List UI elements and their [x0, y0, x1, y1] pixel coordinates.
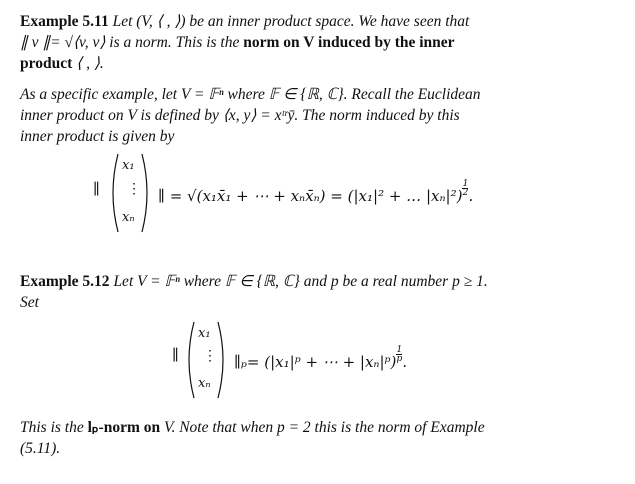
text-line: As a specific example, let V = 𝔽ⁿ where 𝔽 ∈ {ℝ, ℂ}. Recall the Euclidean: [20, 86, 481, 103]
example-5-11-line-1: [20, 11, 580, 32]
text-line: inner product on V is defined by ⟨x, y⟩ = xᵗʳȳ. The norm induced by this: [20, 107, 460, 124]
norm-open: ∥: [172, 346, 179, 364]
exponent-numerator: 1: [462, 179, 469, 189]
equation-norm-euclidean: [158, 180, 473, 205]
equation-lp-norm: [234, 346, 407, 371]
vector-dots: ⋮: [203, 348, 217, 364]
example-5-12-line-2: Set: [20, 294, 39, 311]
example-5-11-line-2: [20, 32, 580, 53]
bold-term: norm on V induced by the inner: [243, 34, 455, 51]
equation-rhs: ∥ₚ= (|x₁|ᵖ + ⋯ + |xₙ|ᵖ): [234, 353, 397, 371]
text: ⟨ , ⟩.: [72, 55, 104, 72]
period: .: [402, 353, 408, 371]
vector-entry-top: x₁: [198, 326, 211, 341]
equation-rhs: ∥ = √(x₁x̄₁ + ⋯ + xₙx̄ₙ) = (|x₁|² + … |xₙ|²): [158, 187, 463, 205]
text-line: [20, 417, 580, 438]
period: .: [468, 187, 474, 205]
example-5-11-line-3: [20, 53, 580, 74]
bold-term: product: [20, 55, 73, 72]
column-vector: [108, 152, 152, 234]
vector-entry-bottom: xₙ: [198, 376, 211, 391]
paragraph-specific-example: [20, 84, 580, 147]
text: ∥ v ∥= √⟨v, v⟩ is a norm. This is the: [20, 34, 244, 51]
exponent-numerator: 1: [396, 345, 403, 355]
text-line: (5.11).: [20, 440, 61, 457]
vector-dots: ⋮: [127, 181, 141, 197]
vector-entry-bottom: xₙ: [122, 210, 135, 225]
exponent-denominator: p: [396, 354, 403, 364]
exponent-denominator: 2: [462, 188, 469, 198]
text: Let (V, ⟨ , ⟩) be an inner product space. We have seen that: [112, 13, 470, 30]
example-5-11: [20, 11, 580, 74]
text: This is the: [20, 419, 88, 436]
text: Let V = 𝔽ⁿ where 𝔽 ∈ {ℝ, ℂ} and p be a real number p ≥ 1.: [113, 273, 488, 290]
paragraph-lp-norm: [20, 417, 580, 459]
example-5-12: [20, 271, 580, 313]
text-line: inner product is given by: [20, 128, 175, 145]
text: V. Note that when p = 2 this is the norm of Example: [160, 419, 485, 436]
example-5-12-line-1: [20, 271, 580, 292]
bold-term: lₚ-norm on: [87, 419, 161, 436]
example-label: Example 5.12: [20, 273, 110, 290]
example-label: Example 5.11: [20, 13, 109, 30]
norm-open: ∥: [93, 180, 100, 198]
column-vector: [184, 320, 228, 400]
vector-entry-top: x₁: [122, 158, 135, 173]
